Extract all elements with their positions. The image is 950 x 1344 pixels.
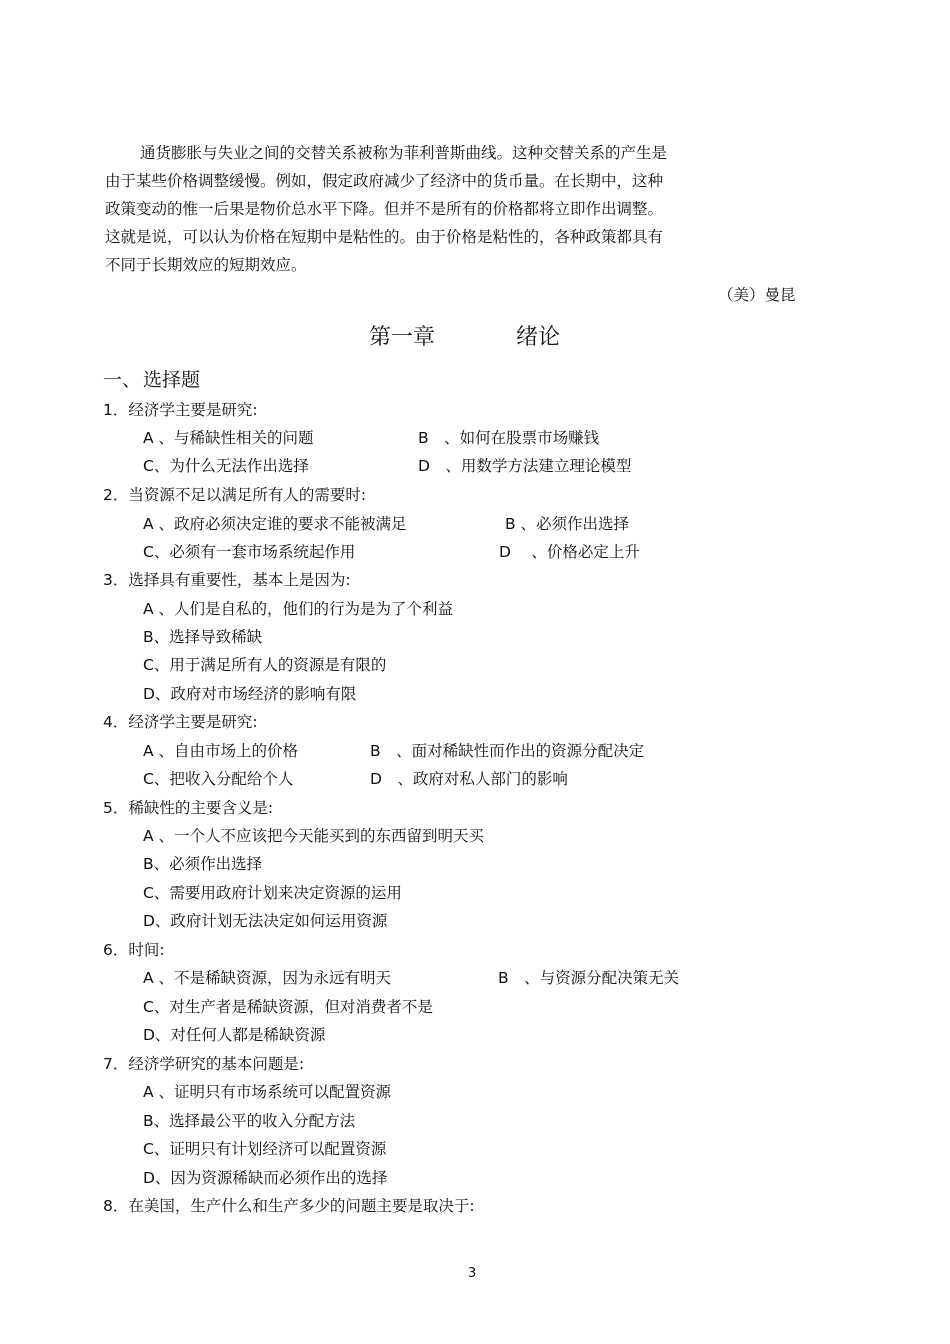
epigraph-line: 由于某些价格调整缓慢。例如，假定政府减少了经济中的货币量。在长期中，这种 [105, 172, 664, 190]
question-stem: 4．经济学主要是研究: [103, 713, 258, 731]
option-a: A 、与稀缺性相关的问题 [143, 429, 314, 447]
option-d: D 、政府对私人部门的影响 [370, 770, 568, 788]
question-stem: 3．选择具有重要性，基本上是因为: [103, 571, 351, 589]
option-c: C、需要用政府计划来决定资源的运用 [143, 884, 402, 902]
option-a: A 、不是稀缺资源，因为永远有明天 [143, 969, 392, 987]
option-d: D、因为资源稀缺而必须作出的选择 [143, 1169, 388, 1187]
option-c: C、用于满足所有人的资源是有限的 [143, 656, 387, 674]
option-a: A 、证明只有市场系统可以配置资源 [143, 1083, 392, 1101]
option-c: C、把收入分配给个人 [143, 770, 294, 788]
option-b: B、选择最公平的收入分配方法 [143, 1112, 356, 1130]
epigraph-author: （美）曼昆 [718, 286, 796, 304]
epigraph-line: 这就是说，可以认为价格在短期中是粘性的。由于价格是粘性的，各种政策都具有 [105, 228, 664, 246]
section-number: 一、 [103, 369, 142, 391]
option-b: B、必须作出选择 [143, 855, 263, 873]
option-b: B 、面对稀缺性而作出的资源分配决定 [370, 742, 645, 760]
option-c: C、必须有一套市场系统起作用 [143, 543, 356, 561]
option-d: D 、用数学方法建立理论模型 [418, 457, 632, 475]
option-a: A 、人们是自私的，他们的行为是为了个利益 [143, 600, 454, 618]
option-d: D、对任何人都是稀缺资源 [143, 1026, 326, 1044]
chapter-number: 第一章 [369, 325, 436, 350]
question-stem: 1．经济学主要是研究: [103, 401, 258, 419]
epigraph-line: 通货膨胀与失业之间的交替关系被称为菲利普斯曲线。这种交替关系的产生是 [140, 144, 668, 162]
question-stem: 7．经济学研究的基本问题是: [103, 1055, 305, 1073]
option-a: A 、政府必须决定谁的要求不能被满足 [143, 515, 407, 533]
option-c: C、为什么无法作出选择 [143, 457, 309, 475]
option-d: D、政府对市场经济的影响有限 [143, 685, 357, 703]
option-b: B、选择导致稀缺 [143, 628, 263, 646]
epigraph-line: 政策变动的惟一后果是物价总水平下降。但并不是所有的价格都将立即作出调整。 [105, 200, 664, 218]
section-title: 选择题 [143, 369, 201, 391]
question-stem: 8．在美国，生产什么和生产多少的问题主要是取决于: [103, 1197, 475, 1215]
option-c: C、对生产者是稀缺资源，但对消费者不是 [143, 998, 433, 1016]
question-stem: 5．稀缺性的主要含义是: [103, 799, 274, 817]
option-b: B 、如何在股票市场赚钱 [418, 429, 600, 447]
option-a: A 、一个人不应该把今天能买到的东西留到明天买 [143, 827, 485, 845]
question-stem: 6．时间: [103, 941, 165, 959]
option-d: D、政府计划无法决定如何运用资源 [143, 912, 388, 930]
page-number: 3 [468, 1266, 477, 1281]
option-a: A 、自由市场上的价格 [143, 742, 299, 760]
option-c: C、证明只有计划经济可以配置资源 [143, 1140, 387, 1158]
question-stem: 2．当资源不足以满足所有人的需要时: [103, 486, 367, 504]
option-d: D 、价格必定上升 [499, 543, 640, 561]
option-b: B 、必须作出选择 [505, 515, 630, 533]
chapter-title: 绪论 [516, 325, 561, 350]
option-b: B 、与资源分配决策无关 [498, 969, 680, 987]
epigraph-line: 不同于长期效应的短期效应。 [105, 256, 307, 274]
